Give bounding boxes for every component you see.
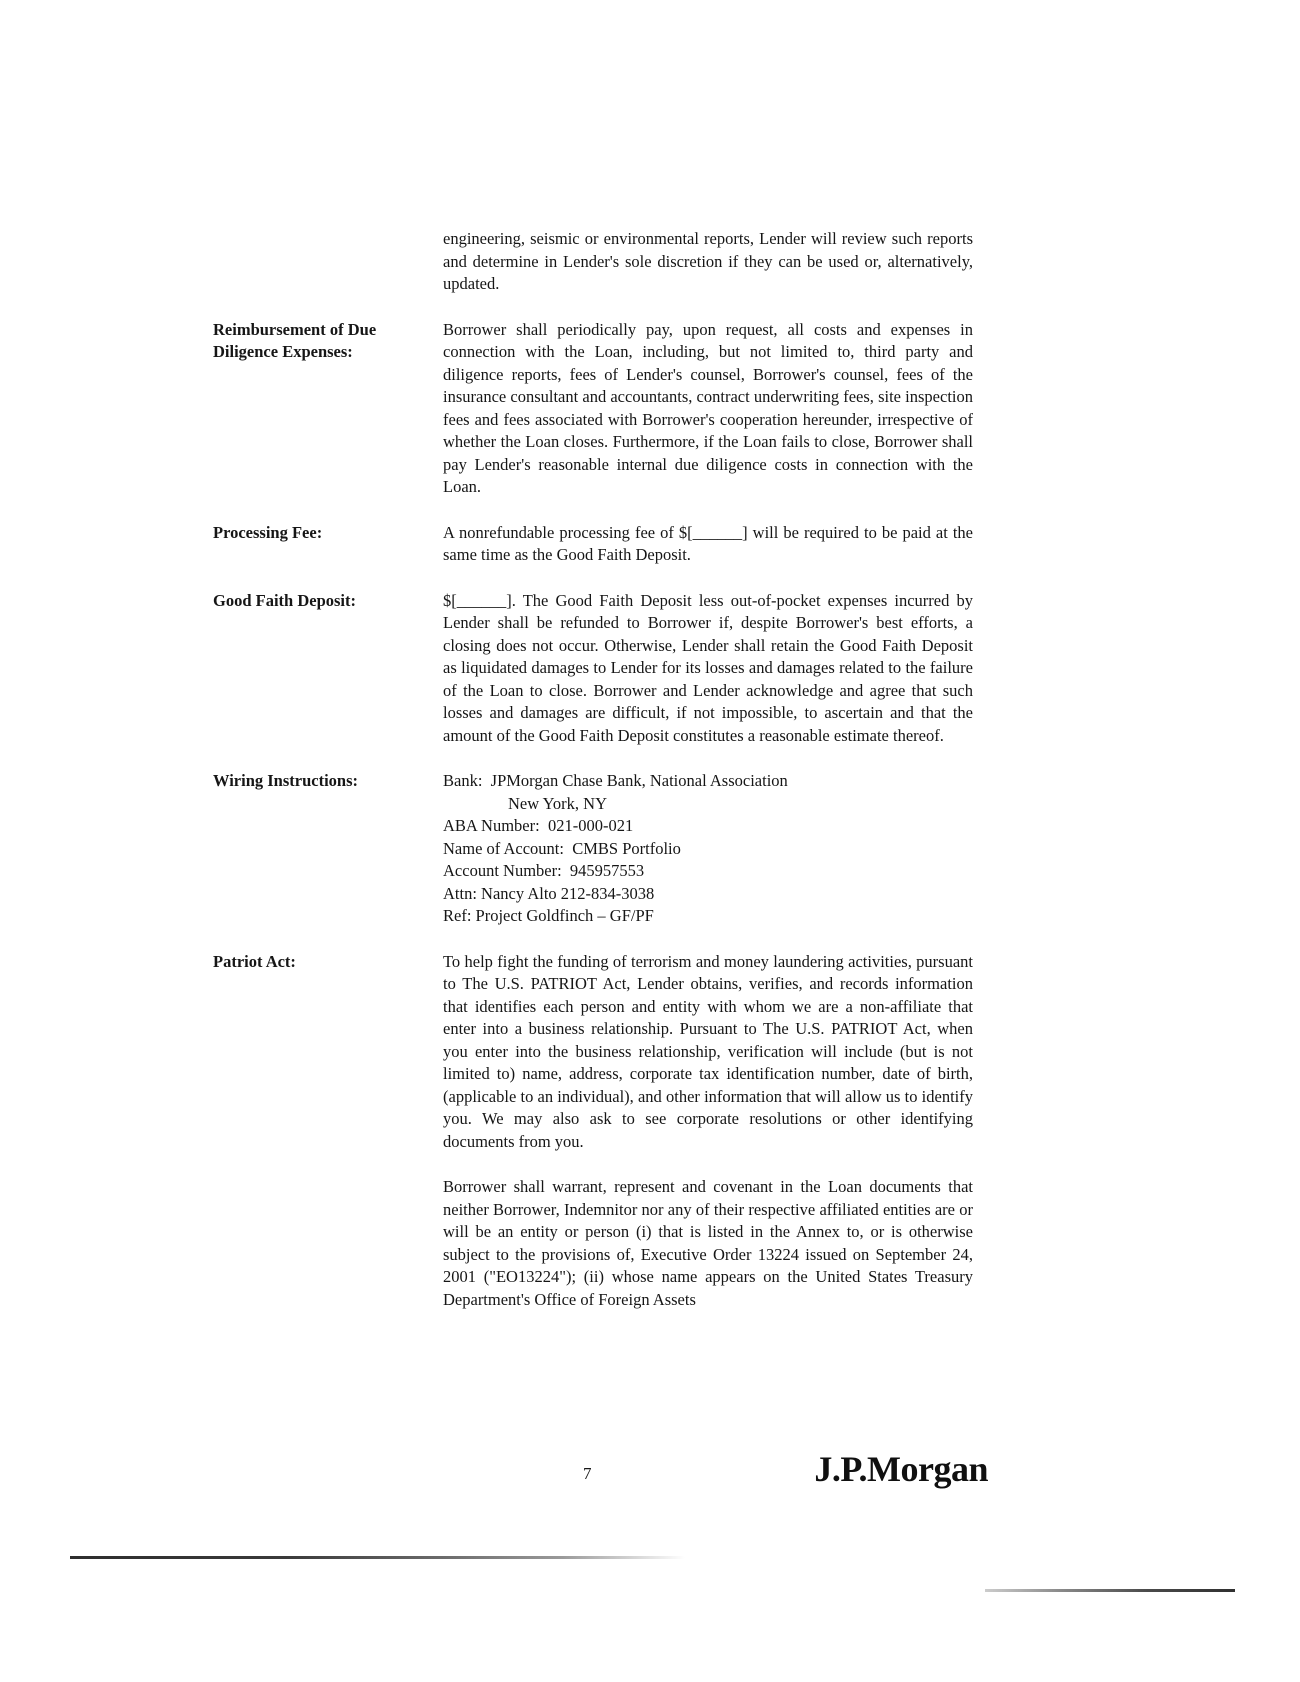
section-label-reimbursement: Reimbursement of Due Diligence Expenses: <box>213 319 377 361</box>
section-wiring-instructions <box>213 770 973 928</box>
empty-label-column <box>213 228 443 296</box>
section-intro-continuation <box>213 228 973 296</box>
wiring-instructions-block <box>443 770 973 928</box>
jpmorgan-logo: J.P.Morgan <box>814 1449 988 1489</box>
wiring-line-account-name: Name of Account: CMBS Portfolio <box>443 838 681 858</box>
section-patriot-act <box>213 951 973 1312</box>
section-label-wiring-instructions: Wiring Instructions: <box>213 771 359 790</box>
scan-artifact-line-right <box>985 1589 1235 1592</box>
scan-artifact-line-left <box>70 1556 685 1559</box>
wiring-line-bank-city: New York, NY <box>508 793 608 813</box>
processing-fee-paragraph: A nonrefundable processing fee of $[______] will be required to be paid at the same time as the Good Faith Deposit. <box>443 522 973 564</box>
section-reimbursement-due-diligence <box>213 319 973 499</box>
section-processing-fee <box>213 522 973 567</box>
section-label-good-faith-deposit: Good Faith Deposit: <box>213 590 357 610</box>
document-content <box>213 228 973 1334</box>
patriot-act-paragraph-2: Borrower shall warrant, represent and covenant in the Loan documents that neither Borrower, Indemnitor nor any of their respective affiliated entities are or will be an entity or person (i) that is listed in the Annex to, or is otherwise subject to the provisions of, Executive Order 13224 issued on September 24, 2001 ("EO13224"); (ii) whose name appears on the United States Treasury Department's Office of Foreign Assets <box>443 1177 973 1309</box>
patriot-act-paragraph-1: To help fight the funding of terrorism and money laundering activities, pursuant to The U.S. PATRIOT Act, Lender obtains, verifies, and records information that identifies each person and entity with whom we are a non-affiliate that enter into a business relationship. Pursuant to The U.S. PATRIOT Act, when you enter into the business relationship, verification will include (but is not limited to) name, address, corporate tax identification number, date of birth, (applicable to an individual), and other information that will allow us to identify you. We may also ask to see corporate resolutions or other identifying documents from you. <box>443 951 973 1151</box>
page-number: 7 <box>583 1464 592 1483</box>
good-faith-deposit-paragraph: $[______]. The Good Faith Deposit less out-of-pocket expenses incurred by Lender shall be refunded to Borrower if, despite Borrower's best efforts, a closing does not occur. Otherwise, Lender shall retain the Good Faith Deposit as liquidated damages to Lender for its losses and damages related to the failure of the Loan to close. Borrower and Lender acknowledge and agree that such losses and damages are difficult, if not impossible, to ascertain and that the amount of the Good Faith Deposit constitutes a reasonable estimate thereof. <box>443 590 973 745</box>
reimbursement-paragraph: Borrower shall periodically pay, upon request, all costs and expenses in connection with the Loan, including, but not limited to, third party and diligence reports, fees of Lender's counsel, Borrower's counsel, fees of the insurance consultant and accountants, contract underwriting fees, site inspection fees and fees associated with Borrower's cooperation hereunder, irrespective of whether the Loan closes. Furthermore, if the Loan fails to close, Borrower shall pay Lender's reasonable internal due diligence costs in connection with the Loan. <box>443 319 973 496</box>
section-good-faith-deposit <box>213 590 973 748</box>
section-label-patriot-act: Patriot Act: <box>213 951 296 971</box>
intro-paragraph: engineering, seismic or environmental reports, Lender will review such reports and determine in Lender's sole discretion if they can be used or, alternatively, updated. <box>443 229 973 293</box>
wiring-line-attn: Attn: Nancy Alto 212-834-3038 <box>443 883 655 903</box>
page-footer <box>213 1448 988 1504</box>
wiring-line-bank: Bank: JPMorgan Chase Bank, National Association <box>443 771 788 790</box>
section-label-processing-fee: Processing Fee: <box>213 522 323 542</box>
wiring-line-account-number: Account Number: 945957553 <box>443 861 645 880</box>
wiring-line-ref: Ref: Project Goldfinch – GF/PF <box>443 906 654 925</box>
wiring-line-aba-number: ABA Number: 021-000-021 <box>443 816 634 835</box>
